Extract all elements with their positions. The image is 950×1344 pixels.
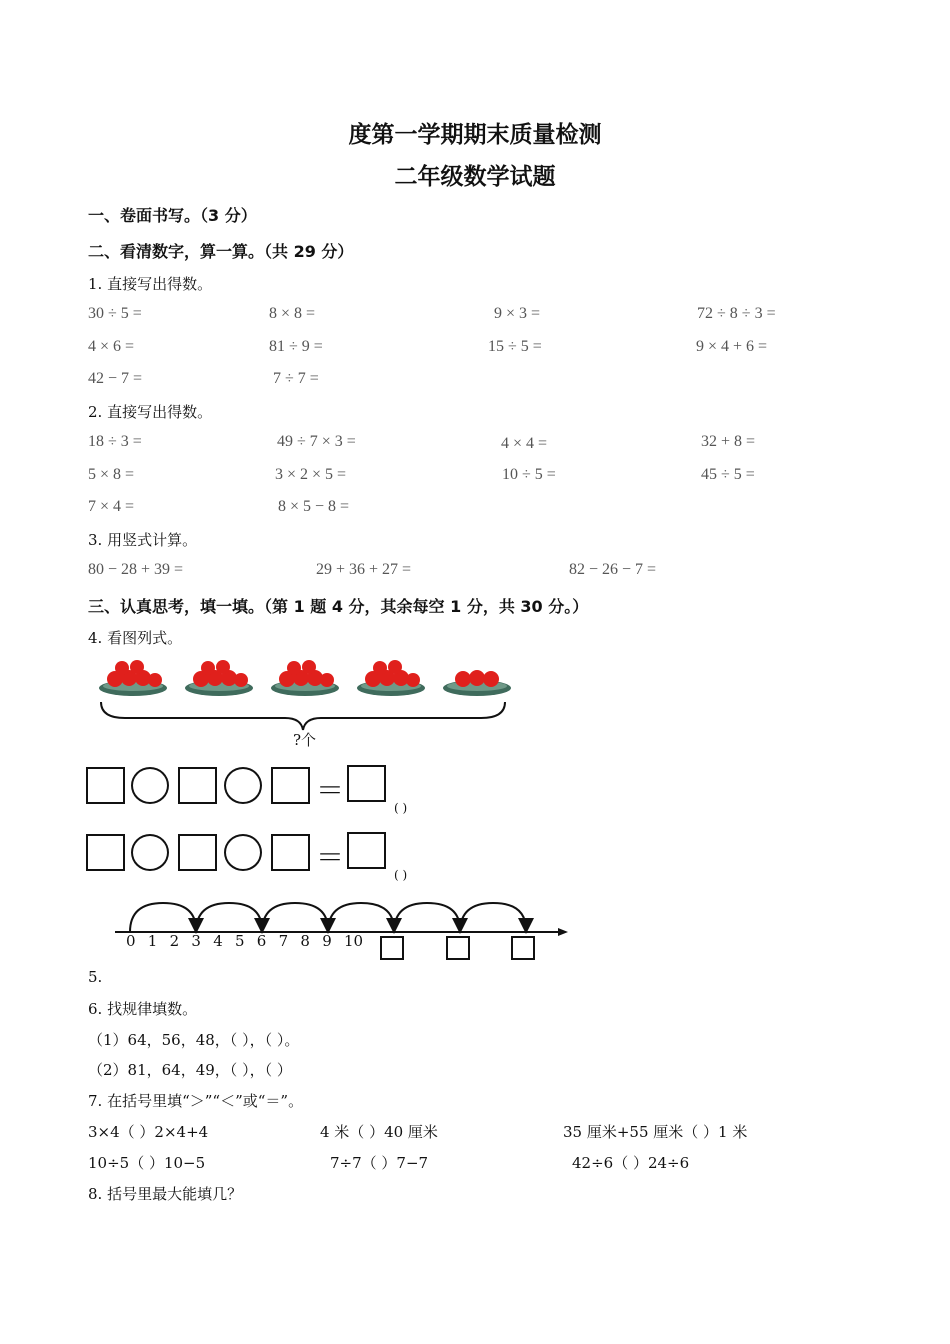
q1-item: 7 ÷ 7 = — [273, 370, 319, 387]
q7-item: 7÷7（ ）7−7 — [330, 1154, 429, 1172]
q2-item: 4 × 4 = — [501, 435, 548, 452]
answer-box[interactable] — [511, 936, 535, 960]
number-line-tick-label: 3 — [191, 932, 201, 950]
operator-circle[interactable] — [224, 834, 262, 871]
jump-arc — [394, 903, 460, 932]
q2-label: 2. 直接写出得数。 — [88, 403, 213, 421]
number-line-tick-label: 10 — [344, 932, 364, 950]
exam-subtitle: 二年级数学试题 — [394, 164, 556, 190]
answer-box[interactable] — [86, 767, 125, 804]
q2-item: 3 × 2 × 5 = — [275, 466, 347, 483]
q7-item: 42÷6（ ）24÷6 — [572, 1154, 690, 1172]
operator-circle[interactable] — [131, 767, 169, 804]
apple-plate — [357, 660, 425, 696]
section-2-heading: 二、看清数字，算一算。（共 29 分） — [88, 242, 354, 261]
q2-item: 8 × 5 − 8 = — [278, 498, 350, 515]
section-3-heading: 三、认真思考，填一填。（第 1 题 4 分，其余每空 1 分，共 30 分。） — [88, 597, 589, 616]
q6-line-2: （2）81，64，49，（ ），（ ） — [88, 1061, 292, 1079]
q1-item: 8 × 8 = — [269, 305, 316, 322]
q1-item: 4 × 6 = — [88, 338, 135, 355]
q7-item: 35 厘米+55 厘米（ ）1 米 — [563, 1123, 748, 1141]
answer-box[interactable] — [178, 834, 217, 871]
apple-plate — [443, 670, 511, 696]
jump-arc — [328, 903, 394, 932]
curly-brace — [101, 702, 505, 730]
q2-item: 5 × 8 = — [88, 466, 135, 483]
number-line-tick-label: 1 — [147, 932, 158, 950]
answer-box[interactable] — [271, 767, 310, 804]
answer-box[interactable] — [178, 767, 217, 804]
q2-item: 7 × 4 = — [88, 498, 135, 515]
q2-item: 49 ÷ 7 × 3 = — [277, 433, 356, 450]
answer-box[interactable] — [86, 834, 125, 871]
number-line-tick-label: 4 — [213, 932, 223, 950]
apple-plate — [99, 660, 167, 696]
q1-label: 1. 直接写出得数。 — [88, 275, 213, 293]
apple-plate — [271, 660, 339, 696]
equals-sign: ＝ — [316, 841, 345, 874]
q1-item: 9 × 4 + 6 = — [696, 338, 768, 355]
number-line-tick-label: 0 — [126, 932, 136, 950]
answer-box[interactable] — [446, 936, 470, 960]
q2-item: 45 ÷ 5 = — [701, 466, 755, 483]
number-line-tick-label: 2 — [169, 932, 180, 950]
jump-arc — [262, 903, 328, 932]
jump-arc — [196, 903, 262, 932]
q4-label: 4. 看图列式。 — [88, 629, 183, 647]
equals-sign: ＝ — [316, 774, 345, 807]
apple-plate — [185, 660, 253, 696]
q1-item: 9 × 3 = — [494, 305, 541, 322]
jump-arc — [460, 903, 526, 932]
q3-label: 3. 用竖式计算。 — [88, 531, 198, 549]
q3-item: 82 − 26 − 7 = — [569, 561, 657, 578]
q2-item: 32 + 8 = — [701, 433, 756, 450]
section-1-heading: 一、卷面书写。（3 分） — [88, 206, 257, 225]
jump-arc — [130, 903, 196, 932]
q3-item: 29 + 36 + 27 = — [316, 561, 412, 578]
q1-item: 81 ÷ 9 = — [269, 338, 323, 355]
q1-item: 15 ÷ 5 = — [488, 338, 542, 355]
number-line-tick-label: 9 — [322, 932, 332, 950]
operator-circle[interactable] — [131, 834, 169, 871]
q2-item: 18 ÷ 3 = — [88, 433, 142, 450]
q7-item: 4 米（ ）40 厘米 — [320, 1123, 438, 1141]
q2-item: 10 ÷ 5 = — [502, 466, 556, 483]
number-line-tick-label: 6 — [256, 932, 267, 950]
answer-box[interactable] — [347, 832, 386, 869]
q8-label: 8. 括号里最大能填几？ — [88, 1185, 243, 1203]
exam-title: 度第一学期期末质量检测 — [348, 122, 602, 148]
q7-item: 10÷5（ ）10−5 — [88, 1154, 206, 1172]
answer-box[interactable] — [380, 936, 404, 960]
answer-box[interactable] — [271, 834, 310, 871]
number-line-tick-label: 5 — [235, 932, 245, 950]
q1-item: 42 − 7 = — [88, 370, 143, 387]
brace-label: ?个 — [293, 731, 317, 749]
unit-parentheses[interactable]: ( ) — [394, 868, 408, 882]
number-line-tick-label: 7 — [278, 932, 289, 950]
number-line-tick-label: 8 — [300, 932, 310, 950]
operator-circle[interactable] — [224, 767, 262, 804]
q7-item: 3×4（ ）2×4+4 — [88, 1123, 209, 1141]
q7-label: 7. 在括号里填“＞”“＜”或“＝”。 — [88, 1092, 304, 1110]
q1-item: 72 ÷ 8 ÷ 3 = — [697, 305, 776, 322]
q1-item: 30 ÷ 5 = — [88, 305, 142, 322]
unit-parentheses[interactable]: ( ) — [394, 801, 408, 815]
q5-label: 5. — [88, 968, 103, 986]
q6-label: 6. 找规律填数。 — [88, 1000, 198, 1018]
answer-box[interactable] — [347, 765, 386, 802]
q6-line-1: （1）64，56，48，（ ），（ ）。 — [88, 1031, 300, 1049]
q3-item: 80 − 28 + 39 = — [88, 561, 184, 578]
